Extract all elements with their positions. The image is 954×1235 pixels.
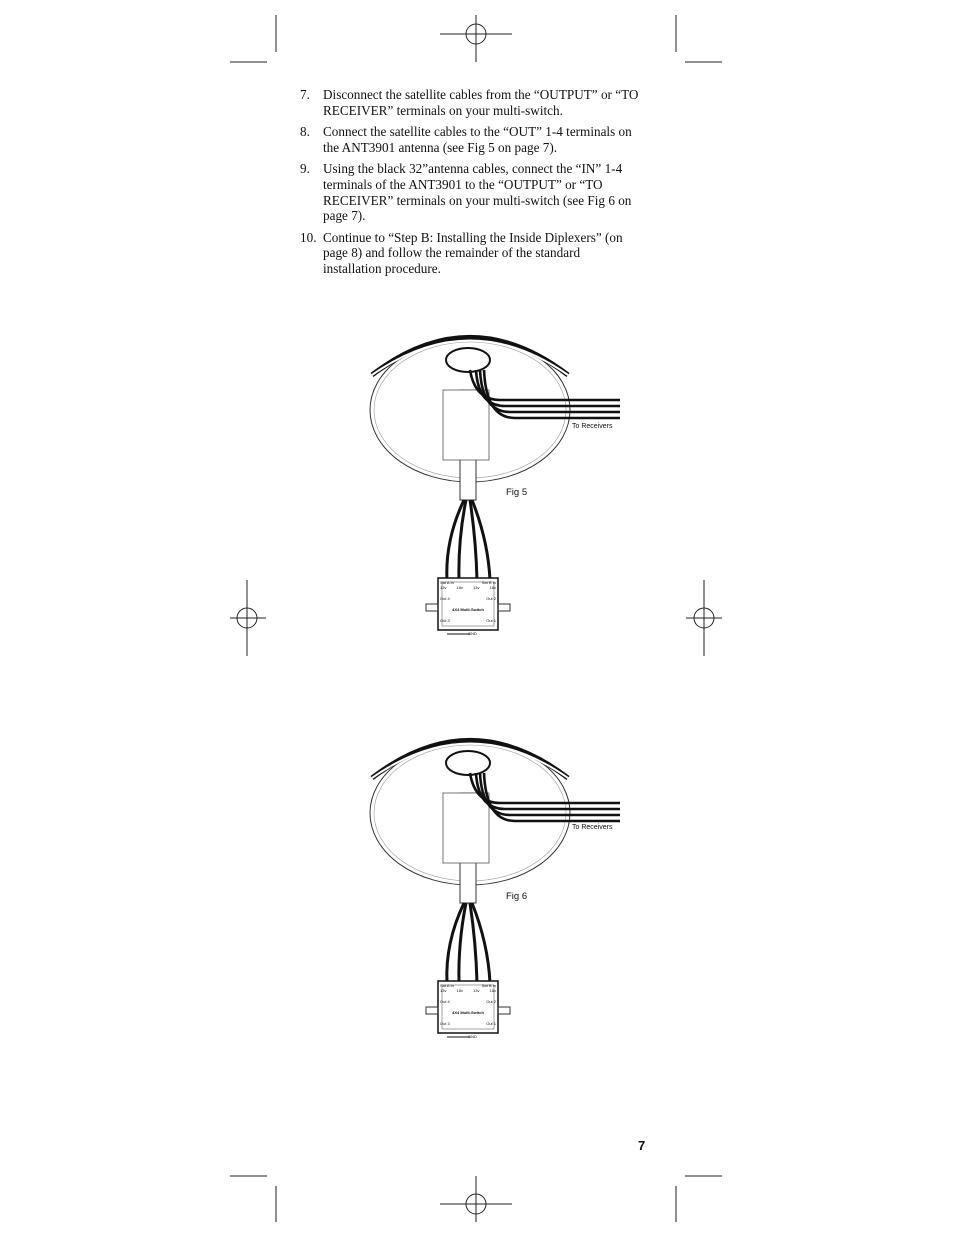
- switch-bottom-left-label: Out 3: [440, 618, 450, 623]
- figure-label: Fig 6: [506, 891, 528, 902]
- switch-bottom-right-label: Out 1: [486, 618, 496, 623]
- switch-sub-label: 13v: [473, 988, 480, 993]
- step-number: 9.: [300, 161, 310, 177]
- switch-mid-left-label: Out 4: [440, 999, 450, 1004]
- switch-bottom-left-label: Out 3: [440, 1021, 450, 1026]
- switch-mid-right-label: Out 2: [486, 999, 496, 1004]
- step-number: 8.: [300, 124, 310, 140]
- figure-label: Fig 5: [506, 487, 528, 498]
- to-receivers-label: To Receivers: [572, 423, 613, 430]
- page-number: 7: [638, 1138, 646, 1153]
- switch-labels: [440, 983, 496, 1026]
- switch-mid-right-label: Out 2: [486, 596, 496, 601]
- switch-top-left-label: Sat A In: [440, 580, 454, 585]
- switch-bottom-right-label: Out 1: [486, 1021, 496, 1026]
- switch-ground-label: GND: [468, 1034, 477, 1039]
- switch-title: 4X4 Multi-Switch: [452, 1010, 484, 1015]
- step-text: Continue to “Step B: Installing the Inside Diplexers” (on page 8) and follow the remainder of the standard installation procedure.: [323, 229, 623, 276]
- switch-sub-label: 13v: [473, 585, 480, 590]
- switch-top-left-label: Sat A In: [440, 983, 454, 988]
- switch-mid-left-label: Out 4: [440, 596, 450, 601]
- switch-sub-label: 18v: [456, 988, 463, 993]
- step-number: 7.: [300, 87, 310, 102]
- switch-sub-label: 13v: [440, 988, 447, 993]
- switch-title: 4X4 Multi-Switch: [452, 607, 484, 612]
- to-receivers-label: To Receivers: [572, 824, 613, 831]
- switch-sub-label: 18v: [456, 585, 463, 590]
- switch-top-right-label: Sat B In: [481, 580, 496, 585]
- step-number: 10.: [300, 229, 317, 245]
- step-text: Connect the satellite cables to the “OUT” 1-4 terminals on the ANT3901 antenna (see Fig 5 on page 7).: [323, 124, 632, 155]
- switch-ground-label: GND: [468, 631, 477, 636]
- switch-sub-label: 18v: [489, 585, 496, 590]
- step-text: Disconnect the satellite cables from the “OUTPUT” or “TO RECEIVER” terminals on your multi-switch.: [323, 87, 639, 118]
- switch-top-right-label: Sat B In: [481, 983, 496, 988]
- step-text: Using the black 32”antenna cables, connect the “IN” 1-4 terminals of the ANT3901 to the “OUTPUT” or “TO RECEIVER” terminals on your multi-switch (see Fig 6 on page 7).: [323, 161, 632, 224]
- switch-sub-label: 13v: [440, 585, 447, 590]
- switch-sub-label: 18v: [489, 988, 496, 993]
